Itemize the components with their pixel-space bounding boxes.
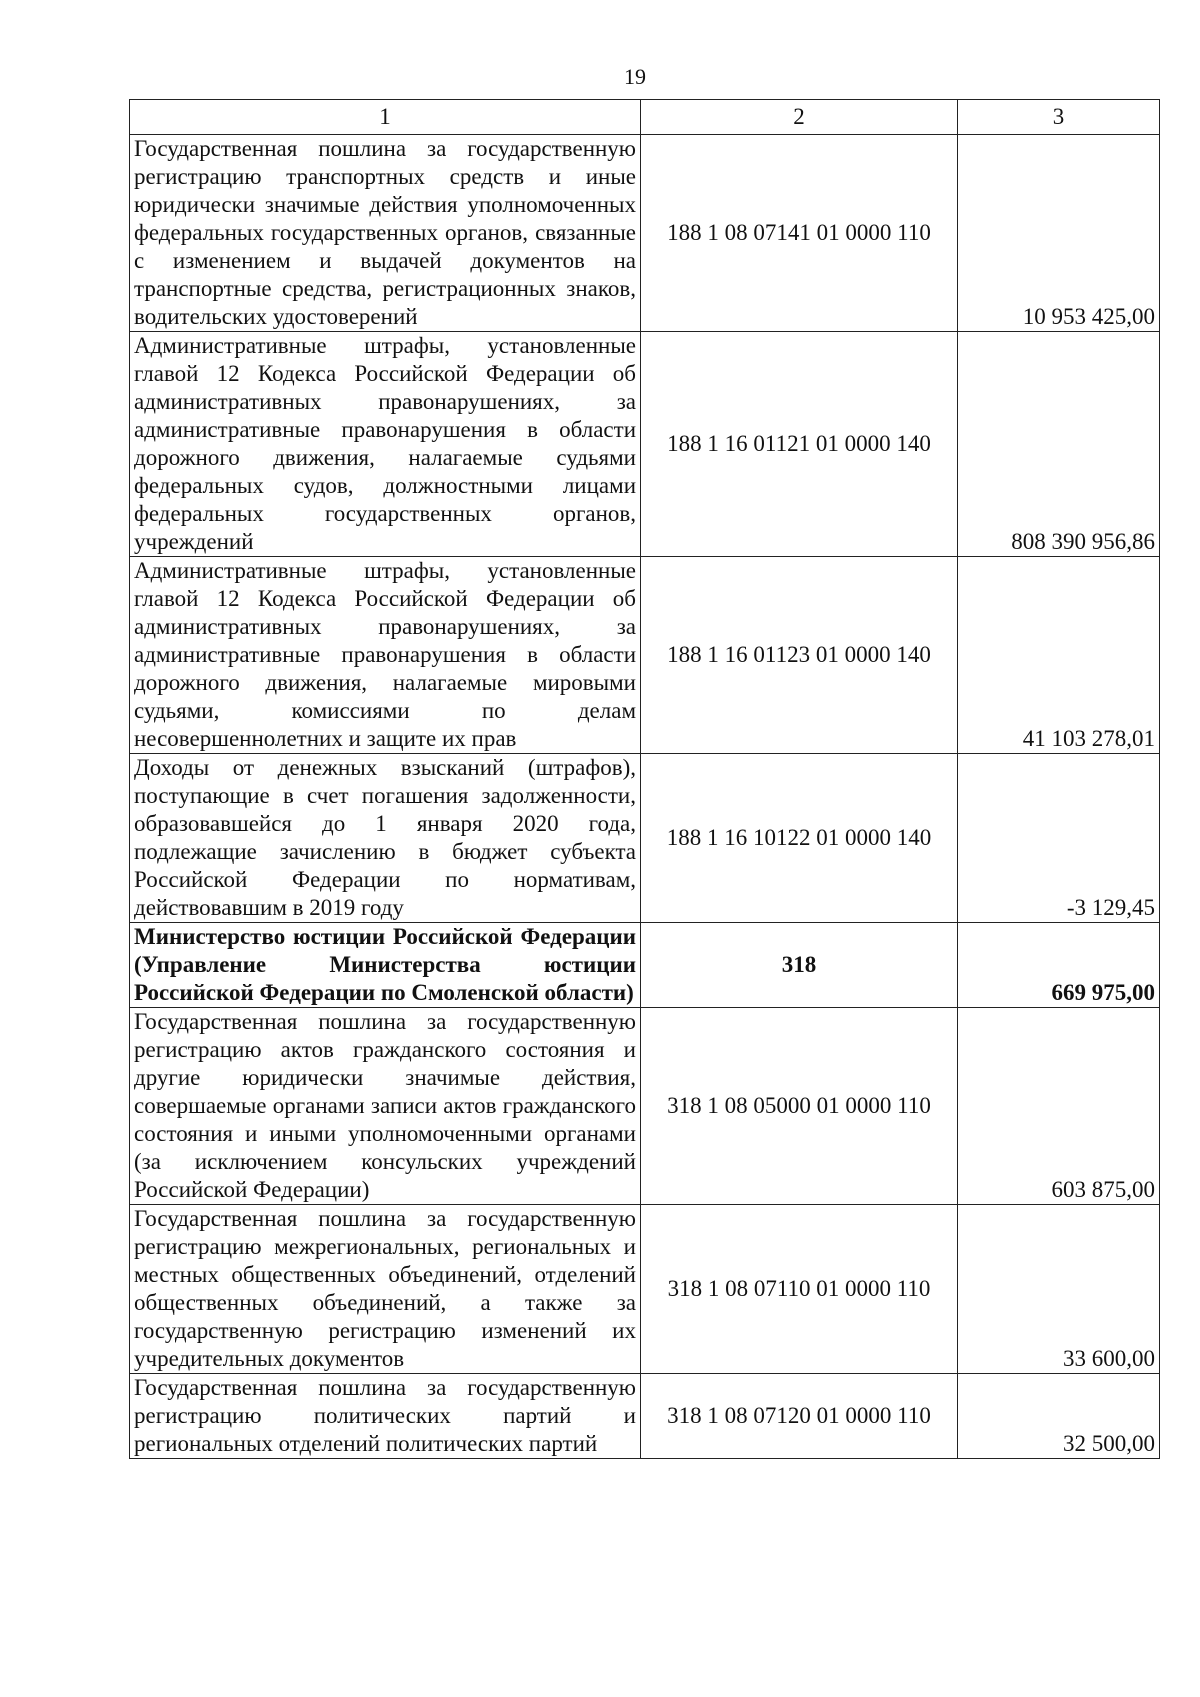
budget-code-cell: 188 1 16 01123 01 0000 140 bbox=[641, 557, 958, 754]
budget-code-cell: 318 1 08 07120 01 0000 110 bbox=[641, 1374, 958, 1459]
page-number: 19 bbox=[624, 64, 646, 89]
amount-cell: 32 500,00 bbox=[958, 1374, 1160, 1459]
budget-code-cell: 318 1 08 07110 01 0000 110 bbox=[641, 1205, 958, 1374]
amount-cell: 33 600,00 bbox=[958, 1205, 1160, 1374]
ministry-name-cell: Министерство юстиции Российской Федерации (Управление Министерства юстиции Российской Федерации по Смоленской области) bbox=[130, 923, 641, 1008]
budget-code-cell: 318 1 08 05000 01 0000 110 bbox=[641, 1008, 958, 1205]
ministry-total-amount-cell: 669 975,00 bbox=[958, 923, 1160, 1008]
column-header-3: 3 bbox=[958, 100, 1160, 135]
column-header-2: 2 bbox=[641, 100, 958, 135]
table-row bbox=[130, 557, 1160, 754]
column-header-1: 1 bbox=[130, 100, 641, 135]
table-row bbox=[130, 332, 1160, 557]
amount-cell: -3 129,45 bbox=[958, 754, 1160, 923]
amount-cell: 808 390 956,86 bbox=[958, 332, 1160, 557]
ministry-code-cell: 318 bbox=[641, 923, 958, 1008]
amount-cell: 603 875,00 bbox=[958, 1008, 1160, 1205]
table-row bbox=[130, 1008, 1160, 1205]
table-row bbox=[130, 1374, 1160, 1459]
revenue-name-cell: Доходы от денежных взысканий (штрафов), поступающие в счет погашения задолженности, образовавшейся до 1 января 2020 года, подлежащие зачислению в бюджет субъекта Российской Федерации по нормативам, действовавшим в 2019 году bbox=[130, 754, 641, 923]
amount-cell: 41 103 278,01 bbox=[958, 557, 1160, 754]
table-row bbox=[130, 135, 1160, 332]
ministry-total-row bbox=[130, 923, 1160, 1008]
table-row bbox=[130, 754, 1160, 923]
table-header-row bbox=[130, 100, 1160, 135]
revenue-name-cell: Государственная пошлина за государственную регистрацию политических партий и региональных отделений политических партий bbox=[130, 1374, 641, 1459]
revenue-name-cell: Государственная пошлина за государственную регистрацию межрегиональных, региональных и местных общественных объединений, отделений общественных объединений, а также за государственную регистрацию изменений их учредительных документов bbox=[130, 1205, 641, 1374]
budget-code-cell: 188 1 16 01121 01 0000 140 bbox=[641, 332, 958, 557]
revenue-name-cell: Государственная пошлина за государственную регистрацию актов гражданского состояния и другие юридически значимые действия, совершаемые органами записи актов гражданского состояния и иными уполномоченными органами (за исключением консульских учреждений Российской Федерации) bbox=[130, 1008, 641, 1205]
revenue-name-cell: Административные штрафы, установленные главой 12 Кодекса Российской Федерации об административных правонарушениях, за административные правонарушения в области дорожного движения, налагаемые судьями федеральных судов, должностными лицами федеральных государственных органов, учреждений bbox=[130, 332, 641, 557]
budget-code-cell: 188 1 16 10122 01 0000 140 bbox=[641, 754, 958, 923]
budget-code-cell: 188 1 08 07141 01 0000 110 bbox=[641, 135, 958, 332]
amount-cell: 10 953 425,00 bbox=[958, 135, 1160, 332]
table-row bbox=[130, 1205, 1160, 1374]
revenue-table bbox=[129, 99, 1160, 1459]
revenue-name-cell: Государственная пошлина за государственную регистрацию транспортных средств и иные юридически значимые действия уполномоченных федеральных государственных органов, связанные с изменением и выдачей документов на транспортные средства, регистрационных знаков, водительских удостоверений bbox=[130, 135, 641, 332]
revenue-name-cell: Административные штрафы, установленные главой 12 Кодекса Российской Федерации об административных правонарушениях, за административные правонарушения в области дорожного движения, налагаемые мировыми судьями, комиссиями по делам несовершеннолетних и защите их прав bbox=[130, 557, 641, 754]
